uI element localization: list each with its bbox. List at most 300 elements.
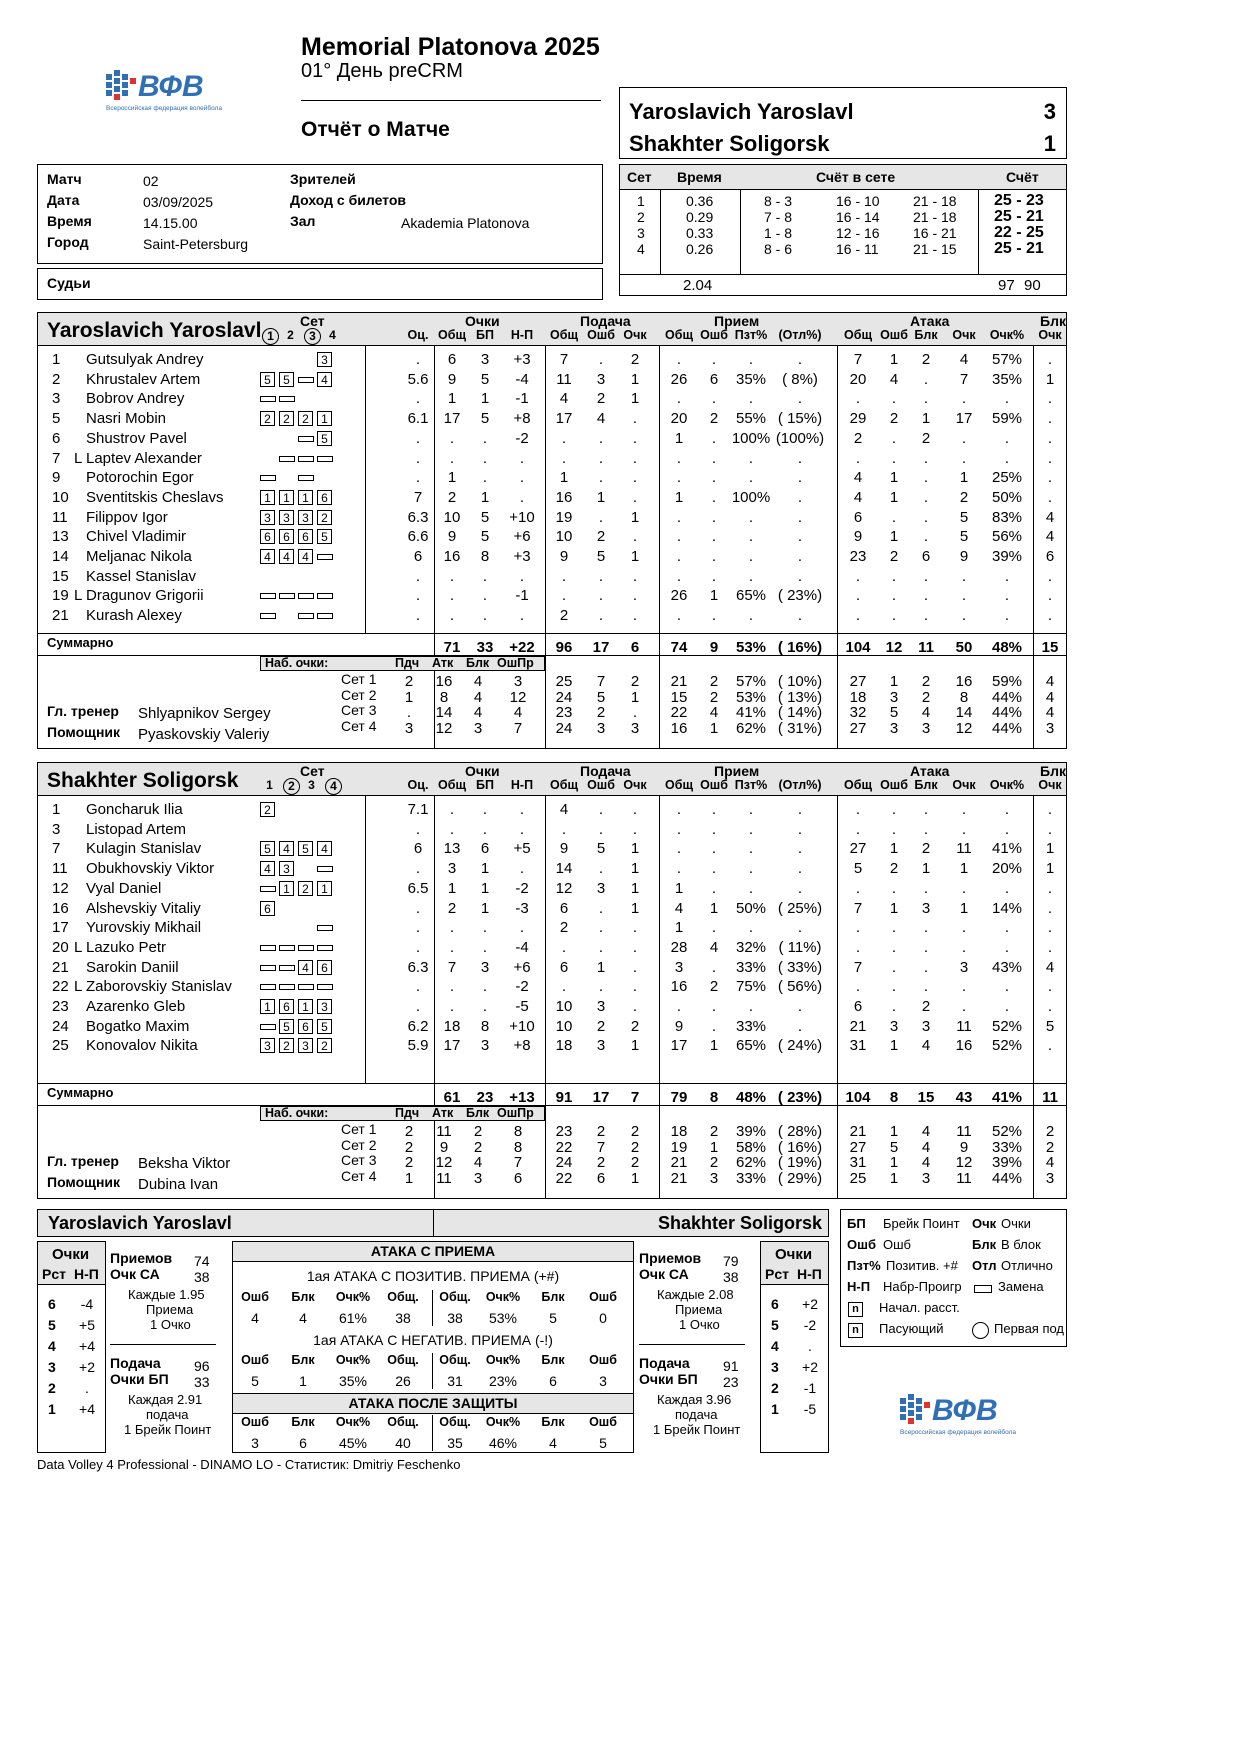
home-bp-value: 33 <box>194 1374 210 1390</box>
stat-r_exc: . <box>797 351 803 368</box>
away-rotation-table <box>760 1241 829 1453</box>
starting-position: 3 <box>260 510 275 525</box>
legend-text: Ошб <box>883 1237 911 1252</box>
stat-b: 4 <box>1045 528 1055 546</box>
home-rec-value: 74 <box>194 1253 210 1269</box>
by-set-s_tot: 25 <box>555 673 573 690</box>
stat-tot: 10 <box>443 508 461 526</box>
stat-s_pts: . <box>632 469 638 487</box>
player-number: 13 <box>52 528 69 546</box>
stat-s_err: 1 <box>596 958 606 976</box>
starting-position: 4 <box>260 861 275 876</box>
attack-col-header: Блк <box>541 1353 565 1367</box>
stat-tot: . <box>449 429 455 447</box>
stat-a_err: . <box>891 508 897 526</box>
stat-wl: . <box>519 449 525 467</box>
legend <box>840 1209 1067 1347</box>
stat-a_tot: 21 <box>849 1017 867 1035</box>
starting-position: 5 <box>317 1019 332 1034</box>
set-duration: 0.26 <box>686 241 714 257</box>
stat-r_pos: . <box>748 820 754 838</box>
stat-a_blk: 2 <box>921 351 931 368</box>
svg-text:Всероссийская федерация волейб: Всероссийская федерация волейбола <box>900 1429 1017 1436</box>
by-set-r_tot: 19 <box>670 1138 688 1156</box>
stat-r_exc: . <box>797 488 803 506</box>
pts-by-set-label: Наб. очки: <box>265 656 329 670</box>
player-name: Dragunov Grigorii <box>86 587 204 605</box>
stat-bp: 8 <box>480 1017 490 1035</box>
stat-a_err: 1 <box>889 528 899 546</box>
stat-vote: . <box>415 860 421 878</box>
bottom-away-name: Shakhter Soligorsk <box>657 1213 822 1233</box>
stat-a_blk: . <box>923 879 929 897</box>
attack-value: 3 <box>251 1435 259 1451</box>
stat-s_tot: 9 <box>559 840 569 858</box>
stat-r_pos: . <box>748 860 754 878</box>
stat-a_tot: . <box>855 879 861 897</box>
stat-tot: . <box>449 938 455 956</box>
total-divider <box>38 1083 1066 1084</box>
total-a_tot: 104 <box>845 639 871 656</box>
stat-r_tot: 16 <box>670 978 688 996</box>
stat-r_pos: . <box>748 508 754 526</box>
col-header-a_blk: Блк <box>914 328 938 342</box>
stat-a_err: 1 <box>889 1037 899 1055</box>
home-srv-value: 96 <box>194 1358 210 1374</box>
substitution-icon <box>317 456 333 462</box>
label-date: Дата <box>47 192 80 208</box>
col-header-a_err: Ошб <box>880 778 908 792</box>
player-name: Bogatko Maxim <box>86 1017 190 1035</box>
by-set-a_err: 5 <box>889 1138 899 1156</box>
player-number: 12 <box>52 879 69 897</box>
set-partial-2: 16 - 11 <box>836 241 879 257</box>
stat-r_err: . <box>711 958 717 976</box>
stat-a_blk: . <box>923 370 929 388</box>
stat-b: . <box>1047 390 1053 408</box>
by-set-r_pos: 39% <box>735 1123 767 1140</box>
stat-s_pts: 1 <box>630 1037 640 1055</box>
stat-a_pct: 41% <box>991 840 1023 858</box>
stat-a_tot: 7 <box>853 958 863 976</box>
stat-s_err: 5 <box>596 548 606 565</box>
by-set-srv: 2 <box>404 1154 414 1171</box>
starting-position: 3 <box>260 1038 275 1053</box>
attack-value: 5 <box>549 1310 557 1326</box>
stat-r_err: . <box>711 860 717 878</box>
stat-r_pos: 33% <box>735 1017 767 1035</box>
legend-abbr: Отл <box>972 1258 997 1273</box>
stat-s_pts: . <box>632 919 638 937</box>
starting-position: 5 <box>279 1019 294 1034</box>
player-number: 16 <box>52 899 69 917</box>
stat-s_err: 5 <box>596 840 606 858</box>
away-srv-value: 91 <box>723 1358 739 1374</box>
by-set-b: 4 <box>1045 704 1055 721</box>
starting-position: 2 <box>279 1038 294 1053</box>
col-header-b: Очк <box>1038 328 1062 342</box>
stat-a_tot: 9 <box>853 528 863 546</box>
stat-tot: 1 <box>447 390 457 408</box>
by-set-srv: 2 <box>404 1123 414 1140</box>
stat-bp: . <box>482 607 488 625</box>
stat-tot: 7 <box>447 958 457 976</box>
starting-position: 2 <box>317 1038 332 1053</box>
away-srv-note2: подача <box>675 1407 718 1422</box>
stat-r_exc: . <box>797 998 803 1015</box>
player-number: 11 <box>52 860 68 878</box>
total-s_err: 17 <box>592 1089 610 1106</box>
stat-s_pts: 1 <box>630 879 640 897</box>
starting-position: 1 <box>298 490 313 505</box>
by-set-r_err: 1 <box>709 719 719 737</box>
stat-tot: 9 <box>447 370 457 388</box>
stat-wl: . <box>519 919 525 937</box>
attack-split <box>432 1290 433 1326</box>
stat-b: 6 <box>1045 548 1055 565</box>
libero-flag: L <box>74 449 83 467</box>
stat-vote: . <box>415 978 421 996</box>
stat-a_pct: . <box>1004 879 1010 897</box>
by-set-label: Сет 3 <box>341 1152 377 1168</box>
stat-vote: . <box>415 429 421 447</box>
stat-a_pct: 39% <box>991 548 1023 565</box>
by-set-srv: 1 <box>404 1169 414 1187</box>
col-header-a_pct: Очк% <box>989 328 1025 342</box>
stat-bp: . <box>482 587 488 605</box>
starting-position: 5 <box>260 372 275 387</box>
by-set-a_pct: 33% <box>991 1138 1023 1156</box>
total-label: Суммарно <box>47 1085 114 1100</box>
by-set-blk: 2 <box>473 1123 483 1140</box>
rotation-number: 5 <box>771 1317 779 1333</box>
stat-a_pts: . <box>961 998 967 1015</box>
total-tot: 61 <box>443 1089 461 1106</box>
pts-by-set-label: Наб. очки: <box>265 1106 329 1120</box>
by-set-a_blk: 3 <box>921 1169 931 1187</box>
by-set-a_pct: 44% <box>991 704 1023 721</box>
stat-b: . <box>1047 567 1053 585</box>
by-set-srv: . <box>406 704 412 721</box>
stat-vote: 6.2 <box>407 1017 429 1035</box>
player-number: 3 <box>52 390 61 408</box>
by-set-a_tot: 27 <box>849 719 867 737</box>
col-header-r_pos: Пзт% <box>734 778 768 792</box>
stat-tot: . <box>449 919 455 937</box>
stat-s_pts: 1 <box>630 390 640 408</box>
by-set-r_tot: 22 <box>670 704 688 721</box>
stat-a_blk: 1 <box>921 860 931 878</box>
stat-a_pts: . <box>961 938 967 956</box>
player-number: 22 <box>52 978 69 996</box>
stat-a_pct: 52% <box>991 1017 1023 1035</box>
substitution-icon <box>260 984 276 990</box>
stat-a_tot: . <box>855 390 861 408</box>
stat-a_tot: 31 <box>849 1037 867 1055</box>
player-name: Nasri Mobin <box>86 410 167 428</box>
substitution-icon <box>298 945 314 951</box>
stat-s_tot: 10 <box>555 1017 573 1035</box>
total-a_err: 12 <box>885 639 903 656</box>
federation-logo <box>104 66 244 122</box>
stat-wl: +8 <box>513 1037 531 1055</box>
by-set-s_tot: 22 <box>555 1138 573 1156</box>
stat-vote: . <box>415 449 421 467</box>
stat-r_pos: . <box>748 919 754 937</box>
by-set-a_blk: 4 <box>921 1123 931 1140</box>
stat-a_pts: 4 <box>959 351 969 368</box>
stat-s_tot: 1 <box>559 469 569 487</box>
label-referees: Судьи <box>47 275 91 291</box>
stat-a_blk: . <box>923 528 929 546</box>
stat-r_tot: . <box>676 528 682 546</box>
col-header-a_pct: Очк% <box>989 778 1025 792</box>
col-header-s_err: Ошб <box>587 778 615 792</box>
set-partial-3: 21 - 18 <box>913 209 957 225</box>
player-name: Kulagin Stanislav <box>86 840 202 858</box>
stat-a_blk: . <box>923 801 929 818</box>
stat-s_err: . <box>598 820 604 838</box>
player-name: Goncharuk Ilia <box>86 801 183 818</box>
set-partial-1: 8 - 6 <box>764 241 793 257</box>
stat-a_pct: . <box>1004 938 1010 956</box>
stat-s_tot: . <box>561 429 567 447</box>
stat-r_pos: 35% <box>735 370 767 388</box>
sets-header-time: Время <box>677 169 722 185</box>
home-sets-won: 3 <box>1043 99 1056 124</box>
stat-r_err: 1 <box>709 1037 719 1055</box>
stat-a_blk: 2 <box>921 840 931 858</box>
rotation-balance: +2 <box>79 1359 95 1375</box>
by-set-a_blk: 2 <box>921 673 931 690</box>
by-set-opp: 8 <box>513 1138 523 1156</box>
set-final-score: 22 - 25 <box>994 224 1044 241</box>
stat-r_tot: . <box>676 820 682 838</box>
by-set-a_pts: 12 <box>955 719 973 737</box>
stat-tot: . <box>449 801 455 818</box>
stat-wl: +3 <box>513 548 531 565</box>
starting-position: 4 <box>317 372 332 387</box>
stat-a_tot: 4 <box>853 469 863 487</box>
attack-value: 31 <box>447 1373 463 1389</box>
stat-a_pts: 16 <box>955 1037 973 1055</box>
attack-value: 40 <box>395 1435 411 1451</box>
stat-r_exc: . <box>797 567 803 585</box>
stat-s_pts: 1 <box>630 840 640 858</box>
player-name: Potorochin Egor <box>86 469 194 487</box>
rotation-number: 2 <box>771 1380 779 1396</box>
col-header-bp: БП <box>476 778 494 792</box>
stat-s_err: 2 <box>596 528 606 546</box>
stat-s_tot: 2 <box>559 607 569 625</box>
stat-r_err: 2 <box>709 978 719 996</box>
stat-a_pts: 5 <box>959 508 969 526</box>
starting-position: 5 <box>317 529 332 544</box>
by-set-r_tot: 18 <box>670 1123 688 1140</box>
stat-r_tot: . <box>676 801 682 818</box>
stat-s_pts: . <box>632 998 638 1015</box>
stat-a_err: . <box>891 567 897 585</box>
bottom-home-name: Yaroslavich Yaroslavl <box>48 1213 232 1233</box>
legend-text: Пасующий <box>879 1321 944 1336</box>
rotation-number: 6 <box>48 1296 56 1312</box>
by-set-a_pts: 11 <box>956 1169 972 1187</box>
attack-block-title: 1ая АТАКА С ПОЗИТИВ. ПРИЕМА (+#) <box>306 1268 560 1284</box>
stat-s_tot: 6 <box>559 899 569 917</box>
stat-r_err: . <box>711 488 717 506</box>
stat-a_pts: . <box>961 390 967 408</box>
stat-r_exc: ( 33%) <box>777 958 823 976</box>
player-number: 6 <box>52 429 61 447</box>
by-set-atk: 12 <box>435 1154 453 1171</box>
stat-wl: -1 <box>515 390 529 408</box>
attack-value: 4 <box>251 1310 259 1326</box>
total-points-away: 90 <box>1024 277 1041 294</box>
stat-tot: . <box>449 820 455 838</box>
stat-r_tot: 1 <box>674 879 684 897</box>
stat-a_blk: 2 <box>921 998 931 1015</box>
attack-split <box>432 1353 433 1389</box>
stat-wl: +3 <box>513 351 531 368</box>
attack-col-header: Общ. <box>439 1415 471 1429</box>
stat-a_pct: . <box>1004 998 1010 1015</box>
stat-bp: 1 <box>480 860 490 878</box>
by-set-r_exc: ( 13%) <box>777 688 823 706</box>
stat-r_err: . <box>711 840 717 858</box>
sets-header-set: Сет <box>627 169 652 185</box>
by-set-blk: 4 <box>473 688 483 706</box>
total-s_err: 17 <box>592 639 610 656</box>
stat-r_exc: . <box>797 860 803 878</box>
player-name: Filippov Igor <box>86 508 168 526</box>
starting-position: 3 <box>298 1038 313 1053</box>
by-set-label: Сет 2 <box>341 1136 377 1153</box>
stat-wl: . <box>519 820 525 838</box>
stat-wl: -2 <box>515 978 529 996</box>
attack-col-header: Ошб <box>589 1353 617 1367</box>
stat-a_err: . <box>891 820 897 838</box>
group-points: Очки <box>465 313 500 329</box>
stat-b: 5 <box>1045 1017 1055 1035</box>
stat-a_blk: 3 <box>921 899 931 917</box>
stat-r_err: . <box>711 919 717 937</box>
stat-r_tot: 1 <box>674 488 684 506</box>
stat-r_pos: . <box>748 390 754 408</box>
stat-s_tot: 2 <box>559 919 569 937</box>
group-serve: Подача <box>580 313 631 329</box>
by-set-r_tot: 21 <box>670 1169 688 1187</box>
stat-s_err: . <box>598 508 604 526</box>
starting-position: 4 <box>279 841 294 856</box>
total-b: 15 <box>1041 639 1059 656</box>
by-set-r_pos: 62% <box>735 1154 767 1171</box>
attack-block-title: 1ая АТАКА С НЕГАТИВ. ПРИЕМА (-!) <box>313 1332 553 1348</box>
by-set-b: 3 <box>1045 719 1055 737</box>
stat-a_pct: . <box>1004 919 1010 937</box>
stat-a_err: . <box>891 978 897 996</box>
stat-s_pts: 1 <box>630 899 640 917</box>
substitution-icon <box>260 1024 276 1030</box>
player-number: 21 <box>52 607 69 625</box>
stat-bp: . <box>482 978 488 996</box>
player-name: Obukhovskiy Viktor <box>86 860 215 878</box>
rotation-balance: -2 <box>803 1317 817 1333</box>
total-a_blk: 15 <box>917 1089 935 1106</box>
stat-r_tot: 17 <box>670 1037 688 1055</box>
set-duration: 0.33 <box>686 225 714 241</box>
home-rec-note3: 1 Очко <box>150 1317 191 1332</box>
stat-a_blk: . <box>923 978 929 996</box>
legend-text: Брейк Поинт <box>883 1216 960 1231</box>
stat-r_pos: . <box>748 469 754 487</box>
attack-value: 6 <box>549 1373 557 1389</box>
stat-a_blk: . <box>923 938 929 956</box>
stat-b: 4 <box>1045 508 1055 526</box>
substitution-icon <box>298 377 314 383</box>
player-name: Listopad Artem <box>86 820 187 838</box>
stat-a_tot: . <box>855 587 861 605</box>
group-serve: Подача <box>580 763 631 779</box>
starting-position: 1 <box>298 999 313 1014</box>
rotation-number: 4 <box>48 1338 56 1354</box>
attack-value: 35% <box>338 1373 368 1389</box>
starting-position: 1 <box>317 881 332 896</box>
stat-tot: 16 <box>443 548 461 565</box>
col-header-s_err: Ошб <box>587 328 615 342</box>
away-rec-pts-label: Очк СА <box>639 1266 689 1282</box>
rotation-number: 1 <box>771 1401 779 1417</box>
stat-s_err: . <box>598 938 604 956</box>
stat-bp: . <box>482 469 488 487</box>
by-set-a_pct: 44% <box>991 719 1023 737</box>
pts-by-col-atk: Атк <box>432 1106 454 1120</box>
stat-s_tot: 16 <box>555 488 573 506</box>
substitution-icon <box>260 945 276 951</box>
stat-r_err: . <box>711 508 717 526</box>
stat-a_err: . <box>891 938 897 956</box>
stat-r_err: . <box>711 879 717 897</box>
stat-r_err: . <box>711 820 717 838</box>
stat-a_blk: . <box>923 508 929 526</box>
starting-position: 5 <box>298 841 313 856</box>
pts-by-col-blk: Блк <box>466 1106 490 1120</box>
rotation-number: 1 <box>48 1401 56 1417</box>
stat-r_exc: . <box>797 508 803 526</box>
by-set-s_err: 7 <box>596 1138 606 1156</box>
total-s_pts: 6 <box>630 639 640 656</box>
by-set-blk: 4 <box>473 673 483 690</box>
stat-bp: . <box>482 998 488 1015</box>
group-attack: Атака <box>910 313 950 329</box>
player-name: Meljanac Nikola <box>86 548 192 565</box>
stat-a_tot: 6 <box>853 508 863 526</box>
attack-summary <box>232 1241 634 1453</box>
by-set-a_pts: 8 <box>959 688 969 706</box>
col-header-r_err: Ошб <box>700 328 728 342</box>
substitution-icon <box>317 593 333 599</box>
col-header-b: Очк <box>1038 778 1062 792</box>
attack-block-title: АТАКА ПОСЛЕ ЗАЩИТЫ <box>348 1395 518 1411</box>
match-number: 02 <box>143 173 159 189</box>
stat-s_err: . <box>598 801 604 818</box>
tournament-title: Memorial Platonova 2025 <box>301 33 600 61</box>
stat-vote: . <box>415 820 421 838</box>
stat-r_err: . <box>711 469 717 487</box>
col-header-r_tot: Общ <box>665 778 693 792</box>
stat-a_tot: 29 <box>849 410 867 428</box>
player-number: 5 <box>52 410 61 428</box>
attack-col-header: Ошб <box>241 1290 269 1304</box>
